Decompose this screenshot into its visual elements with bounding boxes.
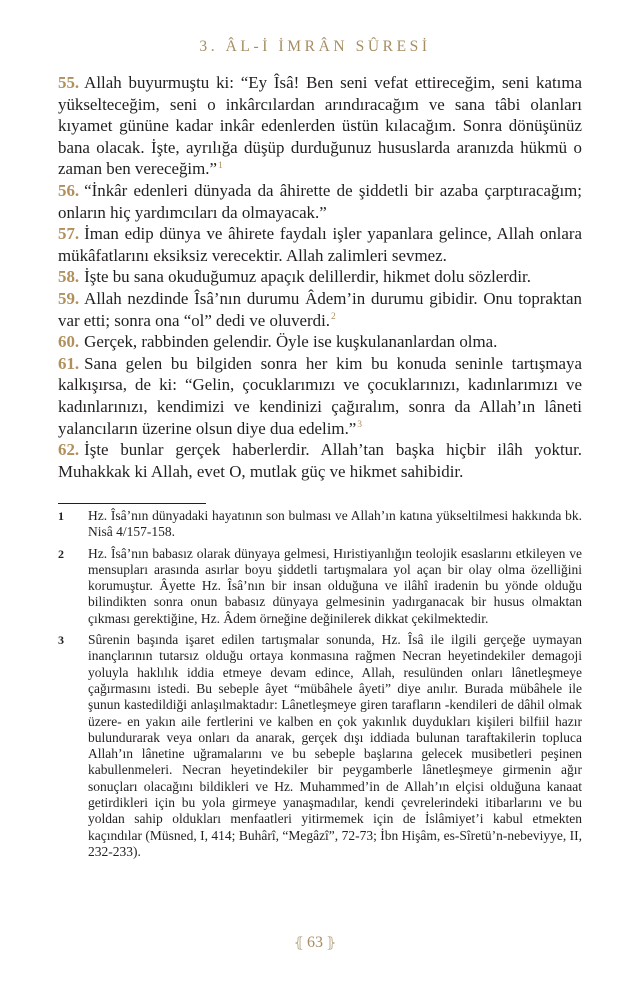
verse [58,353,582,439]
page-number [0,934,630,952]
verse-text: Allah nezdinde Îsâ’nın durumu Âdem’in durumu gibidir. Onu topraktan var etti; sonra ona “ol” dedi ve oluverdi. [58,288,582,330]
verse-text: Sana gelen bu bilgiden sonra her kim bu konuda seninle tartışmaya kalkışırsa, de ki: “Gelin, çocuklarımızı ve çocuklarınızı, kadınlarımızı ve kadınlarınızı, kendimizi ve kendinizi çağıralım, sonra da Allah’ın lâneti yalancıların üzerine olsun diye dua edelim.” [58,353,582,438]
page-number-value: 63 [307,934,323,951]
verse-number: 62. [58,440,80,460]
footnote [58,546,582,627]
footnote-text: Hz. Îsâ’nın dünyadaki hayatının son bulması ve Allah’ın katına yükseltilmesi hakkında bk. Nisâ 4/157-158. [88,508,582,540]
verse [58,72,582,180]
verses-block [58,72,582,482]
footnotes-block [58,508,582,865]
footnote-text: Hz. Îsâ’nın babasız olarak dünyaya gelmesi, Hıristiyanlığın teolojik esaslarını etkileyen ve mensupları arasında asırlar boyu şiddetli tartışmalara yol açan bir olay olma özelliğini korumuştur. Âyette Hz. Îsâ’nın bir insan olduğuna ve ilâhî iradenin bu yönde olduğu bilindikten sonra onun babasız dünyaya gelmesinin yadırganacak bir husus olmaktan çıkması gerektiğine, Hz. Âdem örneğine değinilerek dikkat çekilmektedir. [88,545,582,626]
verse [58,180,582,223]
ornament-right-icon: ⦄ [326,936,337,951]
verse-number: 60. [58,332,80,352]
footnote-ref[interactable]: 2 [331,311,336,322]
footnote-number: 1 [58,509,64,523]
footnote [58,508,582,541]
footnote-number: 2 [58,546,64,561]
footnote-ref[interactable]: 1 [217,160,223,171]
verse [58,288,582,331]
verse-number: 61. [58,353,80,373]
verse-number: 55. [58,73,80,92]
verse-text: İşte bunlar gerçek haberlerdir. Allah’tan başka hiçbir ilâh yoktur. Muhakkak ki Allah, evet O, mutlak güç ve hikmet sahibidir. [58,440,582,481]
verse-text: Gerçek, rabbinden gelendir. Öyle ise kuşkulananlardan olma. [84,332,498,352]
verse [58,439,582,482]
footnote-ref[interactable]: 3 [357,419,363,430]
verse-text: İman edip dünya ve âhirete faydalı işler yapanlara gelince, Allah onlara mükâfatlarını eksiksiz verecektir. Allah zalimleri sevmez. [58,224,582,265]
verse-text: Allah buyurmuştu ki: “Ey Îsâ! Ben seni vefat ettireceğim, seni katıma yükselteceğim, seni o inkârcılardan arındıracağım ve sana tâbi olanları kıyamet gününe kadar inkâr edenlerden üstün kılacağım. Sonra dönüşünüz bana olacak. İşte, ayrılığa düşüp durduğunuz hususlarda aranızda hükmü o zaman ben vereceğim.” [58,73,582,179]
verse [58,331,582,353]
footnote-text: Sûrenin başında işaret edilen tartışmalar sonunda, Hz. Îsâ ile ilgili gerçeğe uymayan inançlarının tutarsız olduğu ortaya konmasına rağmen Necran heyetindekiler demagoji yoluyla haklılık iddia etmeye devam edince, Allah, resulünden onları lânetleşmeye çağırmasını istedi. Bu sebeple âyet “mübâhele âyeti” diye anılır. Burada mübâhele ile şunun kastedildiği anlaşılmaktadır: Lânetleşmeye giren tarafların -kendileri de dâhil olmak üzere- en yakın aile fertlerini ve kalben en çok yakınlık duydukları kişileri bilfiil hazır bulundurarak veya onları da anarak, gerçek dışı iddiada bulunan taraftakilerin topluca Allah’ın lânetine uğramalarını ve bu sebeple başlarına gelecek musibetleri peşinen kabullenmeleri. Necran heyetindekiler bir peygamberle lânetleşmeye girmenin ağır sonuçları olacağını bildikleri ve Hz. Muhammed’in de Allah’ın elçisi olduğuna kanaat getirdikleri için bu yola girmeye yanaşmadılar, kendi çevrelerindeki itibarlarını ve bu yoldan sahip oldukları menfaatleri yitirmemek için de İslâmiyet’i kabul etmekten kaçındılar (Müsned, I, 414; Buhârî, “Megâzî”, 72-73; İbn Hişâm, es-Sîretü’n-nebeviyye, II, 232-233). [88,632,582,859]
verse-number: 59. [58,288,80,308]
footnote [58,632,582,860]
verse [58,266,582,288]
ornament-left-icon: ⦃ [293,936,304,951]
verse-number: 58. [58,267,80,287]
verse-text: İşte bu sana okuduğumuz apaçık delillerdir, hikmet dolu sözlerdir. [84,267,531,287]
footnote-divider [58,503,206,504]
footnote-number: 3 [58,633,64,648]
verse-number: 56. [58,180,80,200]
verse [58,223,582,266]
verse-text: “İnkâr edenleri dünyada da âhirette de şiddetli bir azaba çarptıracağım; onların hiç yardımcıları da olmayacak.” [58,180,582,222]
running-header: 3. ÂL-İ İMRÂN SÛRESİ [199,38,431,55]
verse-number: 57. [58,224,80,244]
